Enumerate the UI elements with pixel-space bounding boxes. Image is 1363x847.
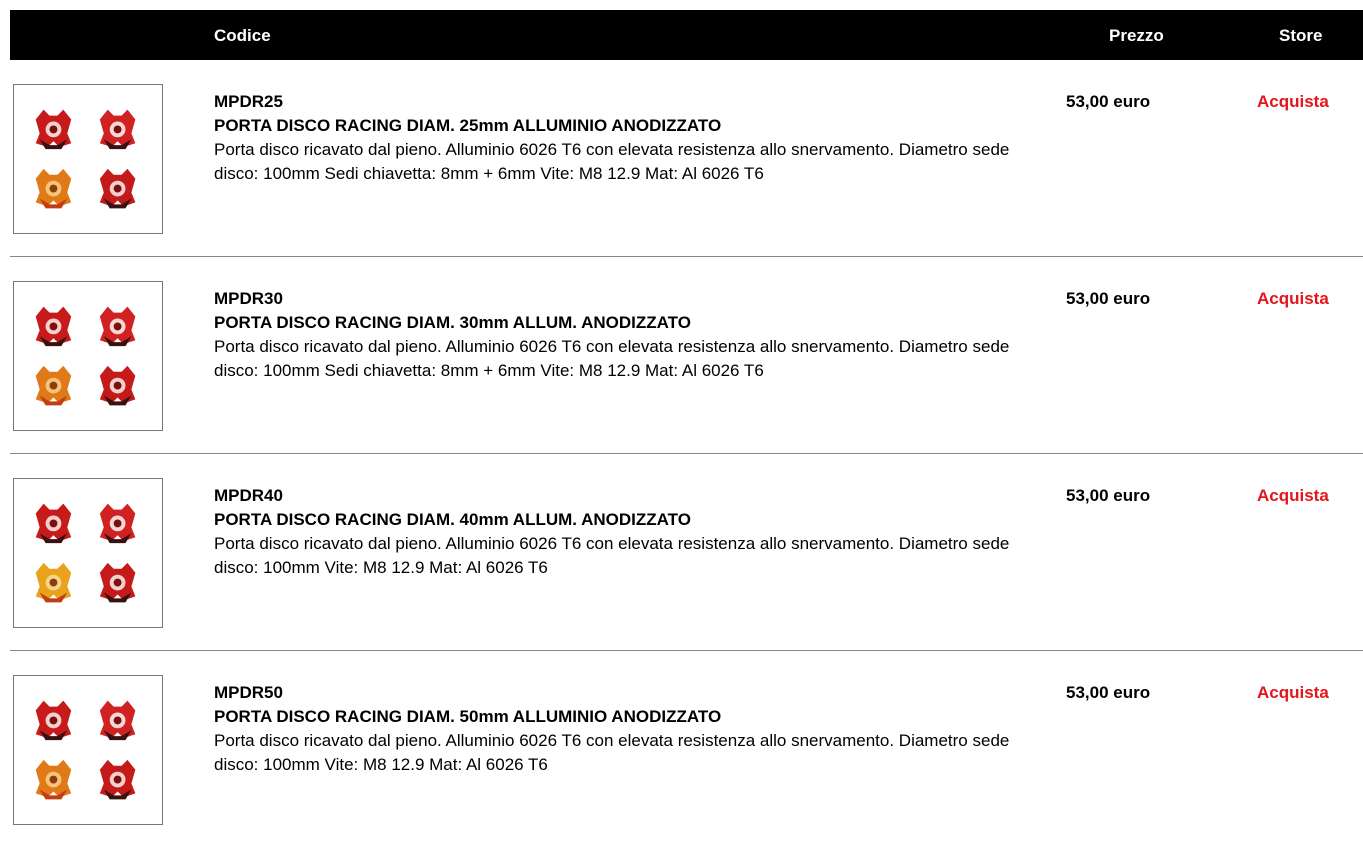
product-code: MPDR50 (214, 683, 283, 702)
product-row (10, 257, 1363, 454)
product-image[interactable] (13, 675, 163, 825)
disc-holder-product-image (14, 479, 162, 627)
product-code: MPDR25 (214, 92, 283, 111)
product-image[interactable] (13, 281, 163, 431)
product-info (214, 90, 1054, 186)
product-info (214, 681, 1054, 777)
product-title: PORTA DISCO RACING DIAM. 30mm ALLUM. ANODIZZATO (214, 313, 691, 332)
product-code: MPDR30 (214, 289, 283, 308)
buy-link[interactable]: Acquista (1257, 289, 1329, 308)
buy-link[interactable]: Acquista (1257, 486, 1329, 505)
column-header-code: Codice (214, 26, 271, 45)
disc-holder-product-image (14, 282, 162, 430)
product-price: 53,00 euro (1066, 92, 1151, 111)
product-description: Porta disco ricavato dal pieno. Alluminio 6026 T6 con elevata resistenza allo snervamento. Diametro sede disco: 100mm Vite: M8 12.9 Mat: Al 6026 T6 (214, 731, 1010, 774)
product-code: MPDR40 (214, 486, 283, 505)
product-image[interactable] (13, 478, 163, 628)
product-image[interactable] (13, 84, 163, 234)
product-info (214, 287, 1054, 383)
product-table (10, 10, 1363, 847)
disc-holder-product-image (14, 676, 162, 824)
product-description: Porta disco ricavato dal pieno. Alluminio 6026 T6 con elevata resistenza allo snervamento. Diametro sede disco: 100mm Vite: M8 12.9 Mat: Al 6026 T6 (214, 534, 1010, 577)
disc-holder-product-image (14, 85, 162, 233)
product-row (10, 60, 1363, 257)
product-info (214, 484, 1054, 580)
product-price: 53,00 euro (1066, 486, 1151, 505)
column-header-store: Store (1279, 26, 1323, 45)
product-title: PORTA DISCO RACING DIAM. 40mm ALLUM. ANODIZZATO (214, 510, 691, 529)
table-header (10, 10, 1363, 60)
product-description: Porta disco ricavato dal pieno. Alluminio 6026 T6 con elevata resistenza allo snervamento. Diametro sede disco: 100mm Sedi chiavetta: 8mm + 6mm Vite: M8 12.9 Mat: Al 6026 T6 (214, 140, 1010, 183)
product-description: Porta disco ricavato dal pieno. Alluminio 6026 T6 con elevata resistenza allo snervamento. Diametro sede disco: 100mm Sedi chiavetta: 8mm + 6mm Vite: M8 12.9 Mat: Al 6026 T6 (214, 337, 1010, 380)
product-price: 53,00 euro (1066, 289, 1151, 308)
product-title: PORTA DISCO RACING DIAM. 25mm ALLUMINIO ANODIZZATO (214, 116, 722, 135)
product-row (10, 454, 1363, 651)
product-title: PORTA DISCO RACING DIAM. 50mm ALLUMINIO ANODIZZATO (214, 707, 722, 726)
buy-link[interactable]: Acquista (1257, 683, 1329, 702)
buy-link[interactable]: Acquista (1257, 92, 1329, 111)
column-header-price: Prezzo (1109, 26, 1164, 45)
product-row (10, 651, 1363, 847)
product-price: 53,00 euro (1066, 683, 1151, 702)
